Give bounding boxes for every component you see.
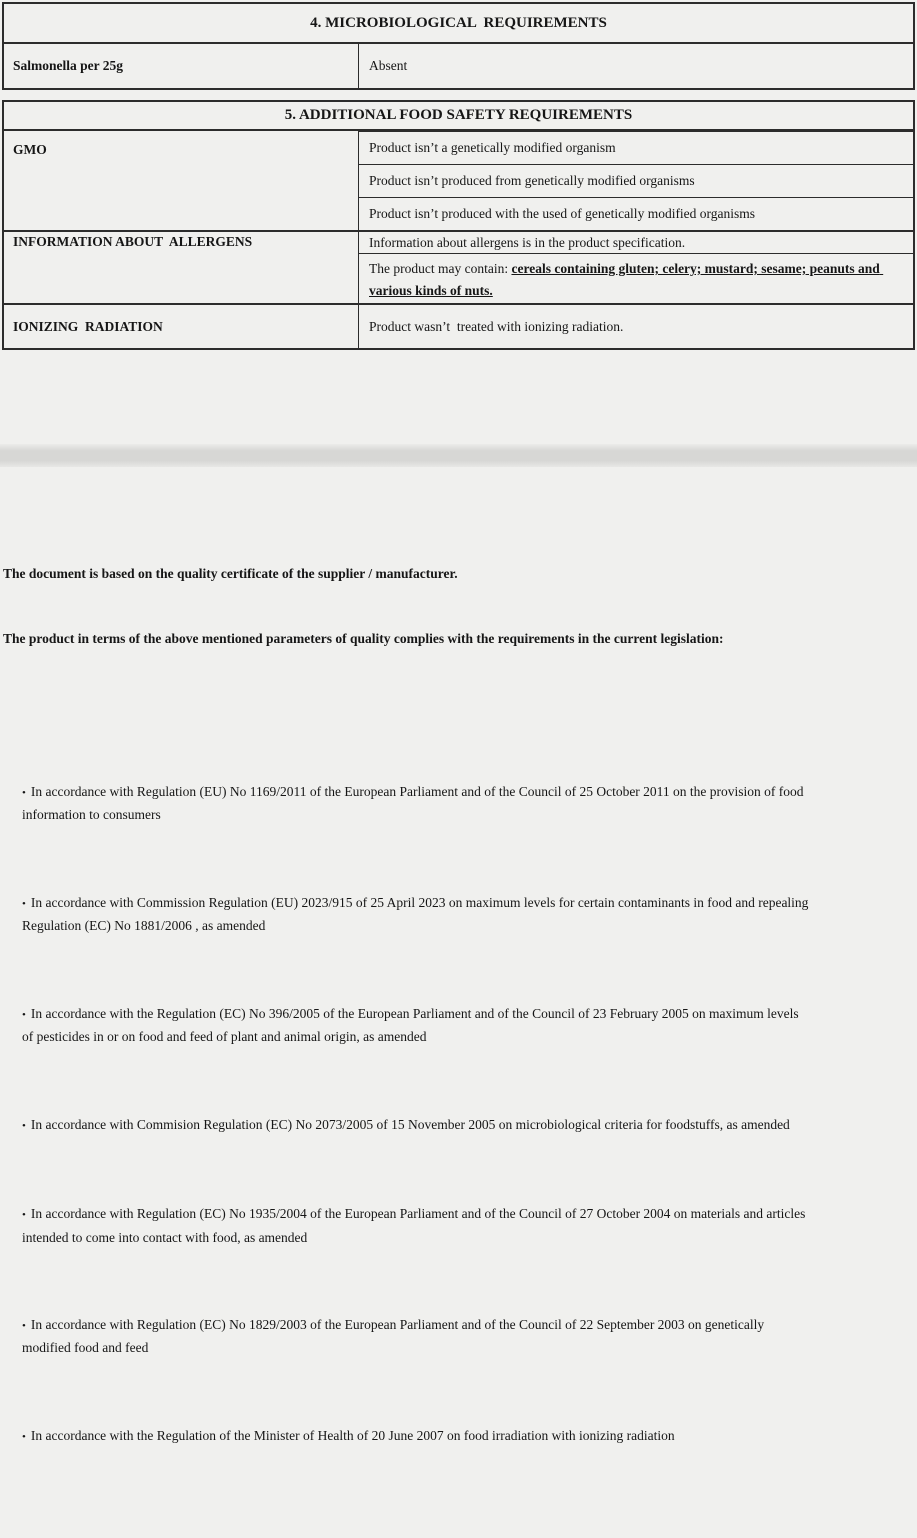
table-row-radiation <box>4 303 913 348</box>
bullet-icon: • <box>22 786 26 799</box>
regulation-item <box>3 1203 813 1249</box>
legal-intro-line: The document is based on the quality certificate of the supplier / manufacturer. <box>3 565 458 581</box>
radiation-value: Product wasn’t treated with ionizing radiation. <box>369 318 624 334</box>
legal-intro-line: The product in terms of the above mentioned parameters of quality complies with the requirements in the current legislation: <box>3 630 724 646</box>
bullet-icon: • <box>22 1008 26 1021</box>
regulation-text: In accordance with Regulation (EC) No 1829/2003 of the European Parliament and of the Council of 22 September 2003 on genetically modified food and feed <box>22 1316 768 1356</box>
table-row <box>4 44 913 88</box>
regulation-item <box>3 1114 813 1138</box>
regulation-text: In accordance with Commision Regulation (EC) No 2073/2005 of 15 November 2005 on microbiological criteria for foodstuffs, as amended <box>30 1116 790 1132</box>
gmo-label: GMO <box>4 131 359 230</box>
bullet-icon: • <box>22 1119 26 1132</box>
regulation-text: In accordance with the Regulation of the Minister of Health of 20 June 2007 on food irradiation with ionizing radiation <box>30 1427 675 1443</box>
regulation-item <box>3 1425 813 1449</box>
gmo-value: Product isn’t produced from genetically modified organisms <box>359 164 913 197</box>
allergens-label: INFORMATION ABOUT ALLERGENS <box>4 232 359 303</box>
regulation-item <box>3 1314 813 1360</box>
bullet-icon: • <box>22 897 26 910</box>
table-spacer <box>2 90 915 100</box>
regulation-text: In accordance with Regulation (EC) No 1935/2004 of the European Parliament and of the Council of 27 October 2004 on materials and articles intended to come into contact with food, as amended <box>22 1205 809 1245</box>
microbiological-requirements-table <box>2 2 915 90</box>
gmo-values <box>359 131 913 230</box>
gmo-value: Product isn’t a genetically modified organism <box>359 131 913 164</box>
section-4-title: 4. MICROBIOLOGICAL REQUIREMENTS <box>4 4 913 44</box>
table-row-allergens <box>4 230 913 303</box>
legal-notes <box>2 519 862 1536</box>
allergens-may-contain <box>359 253 913 303</box>
regulation-text: In accordance with Commission Regulation (EU) 2023/915 of 25 April 2023 on maximum levels for certain contaminants in food and repealing Regulation (EC) No 1881/2006 , as amended <box>22 894 812 934</box>
regulation-text: In accordance with the Regulation (EC) No 396/2005 of the European Parliament and of the Council of 23 February 2005 on maximum levels of pesticides in or on food and feed of plant and animal origin, as amended <box>22 1005 803 1045</box>
parameter-label: Salmonella per 25g <box>4 44 359 88</box>
bullet-icon: • <box>22 1319 26 1332</box>
food-safety-requirements-table <box>2 100 915 350</box>
allergens-info: Information about allergens is in the product specification. <box>369 234 686 250</box>
regulation-list <box>3 693 813 1492</box>
parameter-value: Absent <box>369 58 408 73</box>
bullet-icon: • <box>22 1430 26 1443</box>
regulation-item <box>3 892 813 938</box>
allergens-list: cereals containing gluten; celery; mustard; sesame; peanuts and various kinds of nuts. <box>369 261 884 298</box>
page-break-band <box>0 444 917 467</box>
table-row-gmo <box>4 131 913 230</box>
gmo-value: Product isn’t produced with the used of genetically modified organisms <box>359 197 913 230</box>
regulation-text: In accordance with Regulation (EU) No 1169/2011 of the European Parliament and of the Council of 25 October 2011 on the provision of food information to consumers <box>22 783 807 823</box>
bullet-icon: • <box>22 1208 26 1221</box>
allergens-prefix: The product may contain: <box>369 261 512 276</box>
regulation-item <box>3 781 813 827</box>
section-5-title: 5. ADDITIONAL FOOD SAFETY REQUIREMENTS <box>4 102 913 131</box>
regulation-item <box>3 1003 813 1049</box>
radiation-label: IONIZING RADIATION <box>4 305 359 348</box>
